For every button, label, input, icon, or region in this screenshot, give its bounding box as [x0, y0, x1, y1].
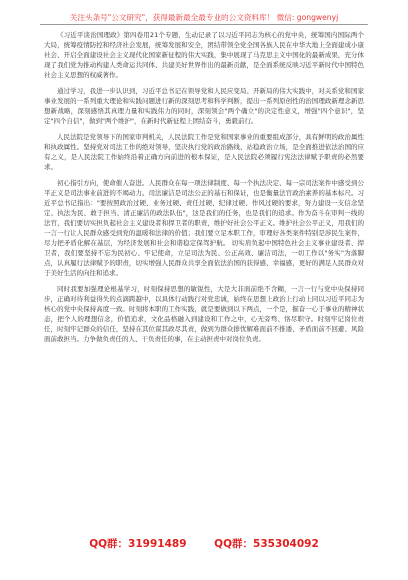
header-divider [40, 24, 368, 25]
contact-footer [0, 536, 408, 551]
paragraph: 人民法院是党领导下的国家审判机关，人民法院工作是党和国家事业的重要组成部分，具有鲜明的政治属性和执政属性。坚持党对司法工作的绝对领导，坚决执行党的政治路线、站稳政治立场，是全面推进依法治国的应有之义，是人民法院工作始终沿着正确方向前进的根本保证，是人民法院必须履行宪法法律赋予职责的必然要求。 [44, 133, 364, 171]
promo-header: 关注头条号"公文研究"，获得最新最全最专业的公文资料库！ 微信: gongwenyj [69, 13, 339, 22]
qq-group-1: QQ群：31991489 [89, 538, 187, 550]
qq-group-2: QQ群：535304092 [214, 538, 319, 550]
document-body [44, 30, 364, 350]
paragraph: 同时我要加强理论根基学习，时刻保持思想的敏锐性，大是大非面前绝不含糊，一言一行与党中央保持同步，正确对待利益得失的点滴跨越中，以具体行动践行对党忠诚，始终在思想上政治上行动上同以习近平同志为核心的党中央保持高度一致。时刻将本职的工作实践，就是要做到以下两点，一个是，掘奋一心于事业的精神状态，把个人的理想信念，价值追求，文化品格融入到建设和工作之中，心无旁骛、恪尽职守。时刻牢记岗位责任，时刻牢记群众的信任，坚持在其位谋其政尽其责，做到为群众排忧解难面前不推诿、矛盾面前不回避、风险面前敢担当。力争做负责任的人、干负责任的事，在主动担责中对岗位负责。 [44, 285, 364, 343]
paragraph: 通过学习，我进一步认识到，习近平总书记在领导党和人民应变局、开新局的伟大实践中，对关系党和国家事业发展的一系列重大理论和实践问题进行新的深刻思考和科学判断，提出一系列原创性的治国理政新理念新思想新战略，深刻感悟其真理力量和实践伟力的同时，深刻领会"两个确立"的决定性意义，增强"四个意识"，坚定"四个自信"，做到"两个维护"，在新时代新征程上团结奋斗，勇毅前行。 [44, 87, 364, 125]
paragraph: 初心指引方向，使命催人奋进。人民群众在每一项法律制度、每一个执法决定、每一宗司法案件中感受到公平正义是司法事业前进的不竭动力。司法廉洁是司法公正的基石和保证，也是衡量法官政治素养的基本标尺。习近平总书记指出："要按照政治过硬、业务过硬、责任过硬、纪律过硬、作风过硬的要求，努力建设一支信念坚定、执法为民、敢于担当、清正廉洁的政法队伍"，这是我们的任务，也是我们的追求。作为奋斗在审判一线的法官，我们要切实担负起社会主义建设者和捍卫者的职责，维护好社会公平正义。维护社会公平正义，用我们的一言一行让人民群众感受到党的温暖和法律的价值；我们要立足本职工作，审理好各类案件特别是涉民生案件，尽力把矛盾化解在基层，为经济发展和社会和谐稳定保驾护航。 切实肩负起中国特色社会主义事业建设者、捍卫者，我们要坚持不忘为民初心、牢记使命，立足司法为民、公正高效、廉洁司法，一切工作以"务实"为落脚点，认真履行法律赋予的职责，切实增强人民群众共享全面依法治国的获得感、幸福感，更好的满足人民群众对于美好生活的向往和追求。 [44, 179, 364, 277]
paragraph: 《习近平谈治国理政》第四卷用21个专题，生动记录了以习近平同志为核心的党中央，统筹国内国际两个大局，统筹疫情防控和经济社会发展，统筹发展和安全，团结带领全党全国各族人民在中华大地上全面建成小康社会、开启全面建设社会主义现代化国家新征程的伟大实践，集中展现了马克思主义中国化的最新成果，充分体现了我们党为推动构建人类命运共同体、共建美好世界作出的最新贡献，是全面系统反映习近平新时代中国特色社会主义思想的权威著作。 [44, 31, 364, 79]
